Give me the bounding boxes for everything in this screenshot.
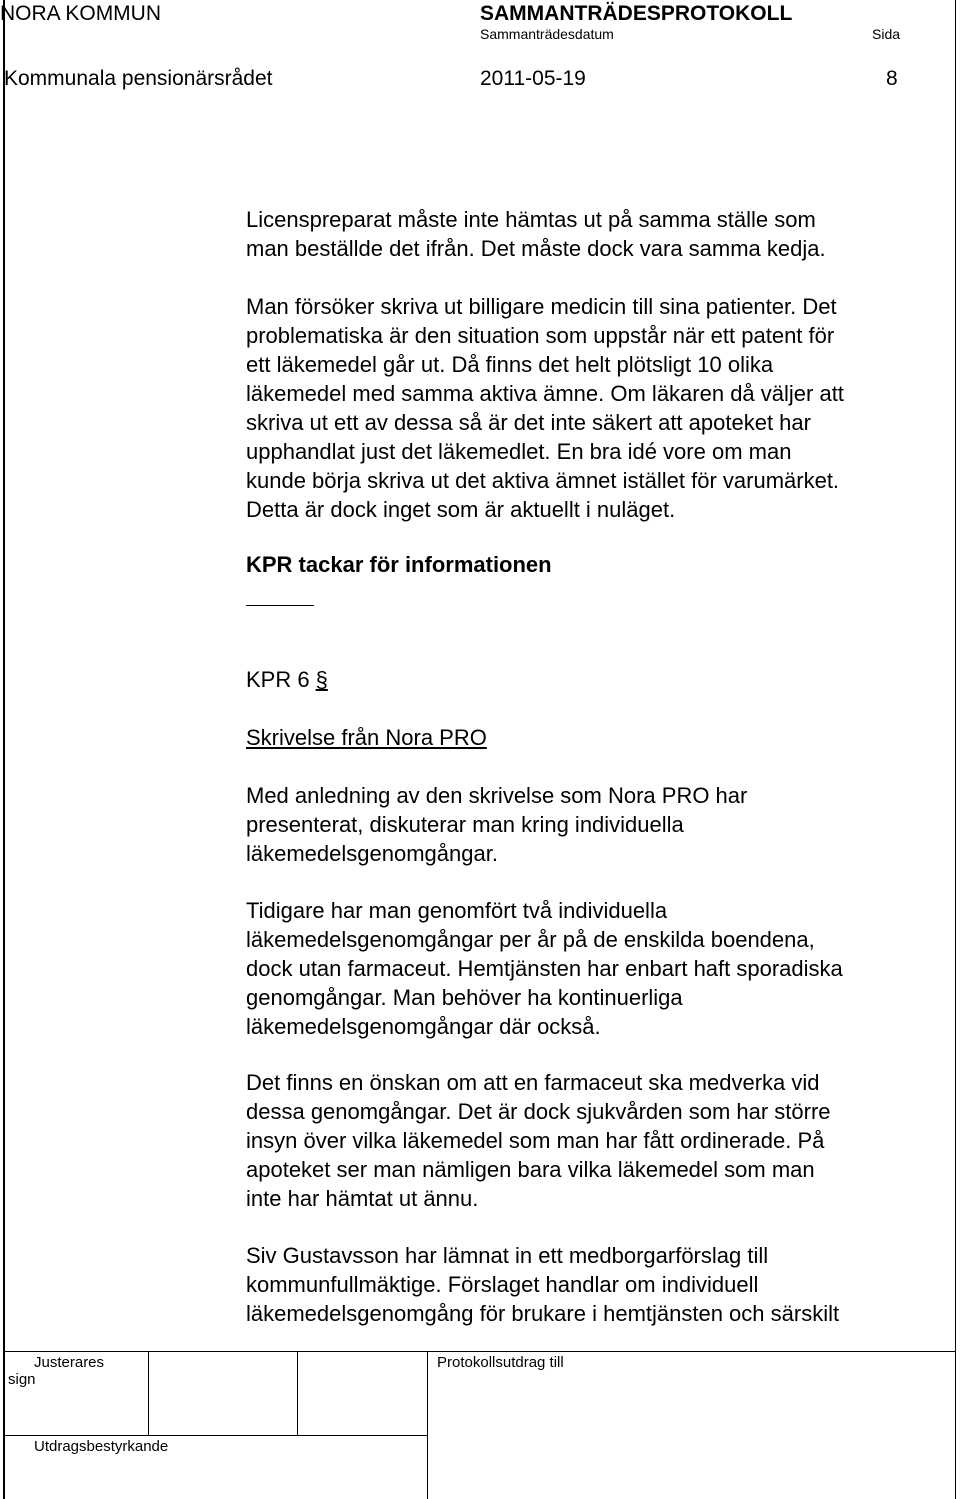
text-line: dock utan farmaceut. Hemtjänsten har enbart haft sporadiska [246, 956, 843, 981]
conclusion-text: KPR tackar för informationen [246, 552, 552, 577]
paragraph-citizen-proposal [246, 1241, 839, 1328]
text-line: Detta är dock inget som är aktuellt i nuläget. [246, 497, 676, 522]
text-line: Licenspreparat måste inte hämtas ut på samma ställe som [246, 207, 816, 232]
page-number: 8 [886, 67, 898, 90]
section-sign: § [315, 667, 328, 692]
text-line: läkemedel med samma aktiva ämne. Om läkaren då väljer att [246, 381, 844, 406]
text-line: presenterat, diskuterar man kring individuella [246, 812, 684, 837]
conclusion-heading [246, 550, 552, 579]
org-name: NORA KOMMUN [0, 2, 162, 25]
footer-divider-1 [148, 1351, 149, 1436]
meeting-date-label: Sammanträdesdatum [480, 26, 614, 42]
text-line: insyn över vilka läkemedel som man har fått ordinerade. På [246, 1128, 825, 1153]
text-line: problematiska är den situation som uppstår när ett patent för [246, 323, 835, 348]
text-line: Tidigare har man genomfört två individuella [246, 898, 668, 923]
text-line: skriva ut ett av dessa så är det inte säkert att apoteket har [246, 410, 811, 435]
text-line: Siv Gustavsson har lämnat in ett medborgarförslag till [246, 1243, 769, 1268]
section-id: KPR 6 [246, 667, 310, 692]
committee-name: Kommunala pensionärsrådet [4, 67, 273, 90]
extract-certification-label: Utdragsbestyrkande [34, 1438, 169, 1455]
text-line: kunde börja skriva ut det aktiva ämnet istället för varumärket. [246, 468, 840, 493]
sign-label: sign [8, 1371, 36, 1388]
footer-divider-2 [297, 1351, 298, 1436]
section-heading [246, 665, 328, 694]
text-line: läkemedelsgenomgångar där också. [246, 1014, 601, 1039]
footer-divider-3 [427, 1351, 428, 1499]
paragraph-previous-reviews [246, 896, 843, 1041]
separator-rule [246, 605, 314, 606]
text-line: upphandlat just det läkemedlet. En bra idé vore om man [246, 439, 792, 464]
section-title [246, 723, 487, 752]
text-line: dessa genomgångar. Det är dock sjukvården som har större [246, 1099, 831, 1124]
text-line: kommunfullmäktige. Förslaget handlar om individuell [246, 1272, 759, 1297]
text-line: Med anledning av den skrivelse som Nora PRO har [246, 783, 748, 808]
left-border [3, 0, 5, 1499]
paragraph-pharmacist [246, 1068, 831, 1213]
document-title: SAMMANTRÄDESPROTOKOLL [480, 2, 793, 25]
paragraph-pro-letter [246, 781, 747, 868]
text-line: Det finns en önskan om att en farmaceut ska medverka vid [246, 1070, 820, 1095]
text-line: läkemedelsgenomgång för brukare i hemtjänsten och särskilt [246, 1301, 840, 1326]
text-line: apoteket ser man nämligen bara vilka läkemedel som man [246, 1157, 815, 1182]
text-line: läkemedelsgenomgångar. [246, 841, 498, 866]
text-line: man beställde det ifrån. Det måste dock vara samma kedja. [246, 236, 826, 261]
footer-top-rule [3, 1351, 956, 1352]
text-line: genomgångar. Man behöver ha kontinuerliga [246, 985, 683, 1010]
section-title-text: Skrivelse från Nora PRO [246, 725, 487, 750]
paragraph-license [246, 205, 826, 263]
text-line: Man försöker skriva ut billigare medicin till sina patienter. Det [246, 294, 837, 319]
footer-mid-rule [3, 1435, 428, 1436]
meeting-date: 2011-05-19 [480, 67, 586, 90]
text-line: inte har hämtat ut ännu. [246, 1186, 479, 1211]
text-line: läkemedelsgenomgångar per år på de enskilda boendena, [246, 927, 815, 952]
protocol-extract-label: Protokollsutdrag till [437, 1354, 564, 1371]
right-border [955, 0, 956, 1499]
page-label: Sida [872, 26, 901, 42]
paragraph-medicine [246, 292, 844, 524]
justerares-label: Justerares [34, 1354, 105, 1371]
text-line: ett läkemedel går ut. Då finns det helt plötsligt 10 olika [246, 352, 774, 377]
